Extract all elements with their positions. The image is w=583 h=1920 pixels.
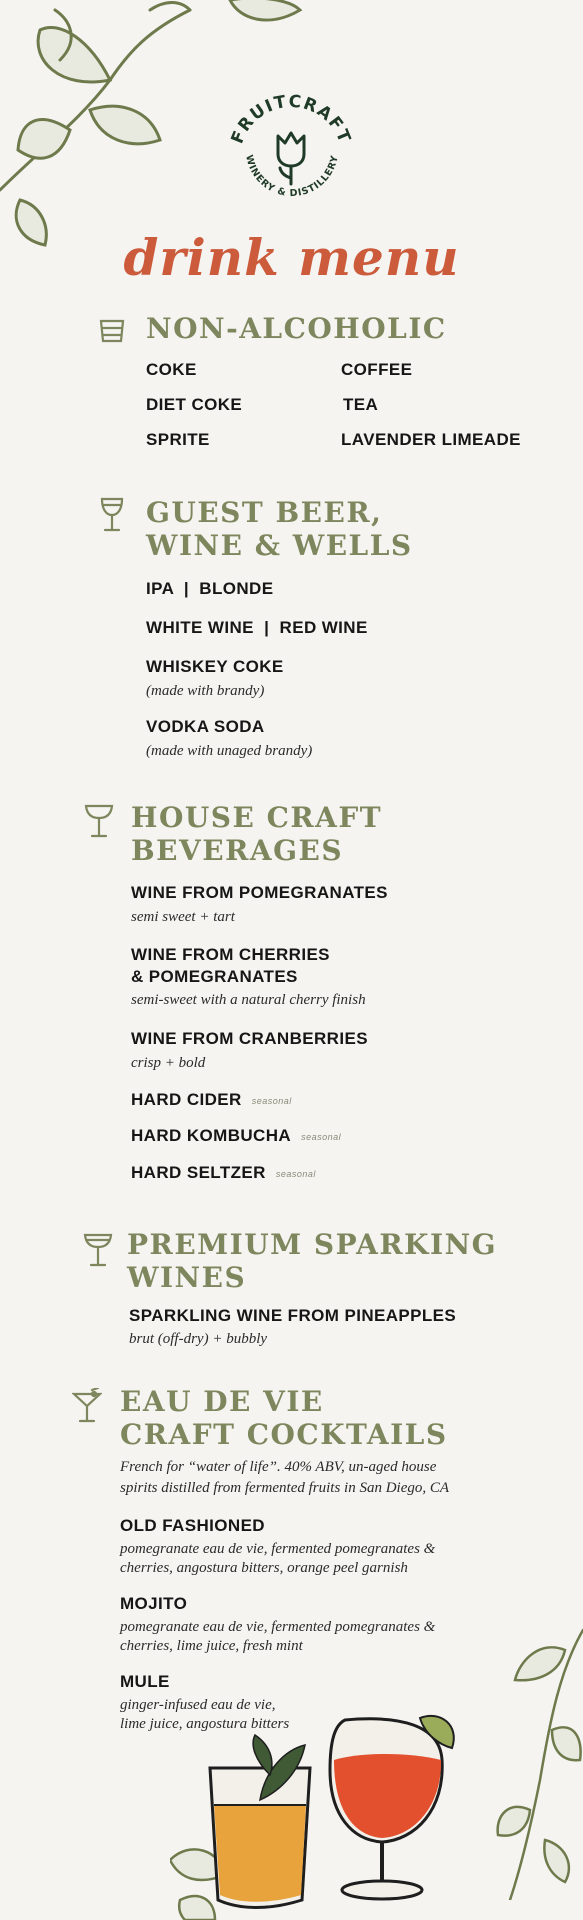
section-title-house-line2: BEVERAGES [131, 834, 344, 867]
list-item: SPRITE [146, 430, 210, 449]
list-item: WHITE WINE | RED WINE [146, 618, 368, 637]
list-item: IPA | BLONDE [146, 579, 274, 598]
item-description: semi sweet + tart [131, 909, 235, 925]
coupe-glass-icon [84, 803, 114, 839]
seasonal-tag: seasonal [301, 1131, 342, 1142]
list-item: SPARKLING WINE FROM PINEAPPLES [129, 1306, 457, 1325]
item-name: HARD KOMBUCHA [131, 1126, 292, 1145]
item-description: (made with brandy) [146, 683, 265, 699]
item-description: crisp + bold [131, 1055, 206, 1071]
cocktail-illustration [170, 1690, 490, 1920]
list-item: COFFEE [341, 360, 413, 379]
list-item: WINE FROM POMEGRANATES [131, 883, 388, 902]
list-item [131, 1162, 316, 1185]
list-item: TEA [343, 395, 379, 414]
item-description: semi-sweet with a natural cherry finish [131, 992, 366, 1008]
svg-text:FRUITCRAFT: FRUITCRAFT [227, 91, 355, 147]
list-item [131, 1089, 292, 1112]
section-title-sparkling-line2: WINES [127, 1261, 247, 1294]
svg-text:WINERY & DISTILLERY: WINERY & DISTILLERY [243, 153, 341, 200]
list-item: MOJITO [120, 1594, 188, 1613]
section-title-cocktails-line1: EAU DE VIE [120, 1385, 324, 1418]
list-item: WHISKEY COKE [146, 657, 284, 676]
item-description: (made with unaged brandy) [146, 743, 313, 759]
section-title-cocktails-line2: CRAFT COCKTAILS [120, 1418, 448, 1451]
item-description: lime juice, angostura bitters [120, 1716, 290, 1732]
list-item [131, 1125, 341, 1148]
seasonal-tag: seasonal [275, 1168, 316, 1179]
item-description: ginger-infused eau de vie, [120, 1697, 276, 1713]
sparkling-glass-icon [83, 1232, 113, 1268]
seasonal-tag: seasonal [251, 1095, 292, 1106]
section-title-non-alcoholic: NON-ALCOHOLIC [146, 312, 447, 345]
intro-text: French for “water of life”. 40% ABV, un-aged house [120, 1459, 437, 1475]
section-title-house-line1: HOUSE CRAFT [131, 801, 383, 834]
martini-glass-icon [72, 1388, 102, 1424]
list-item: VODKA SODA [146, 717, 265, 736]
item-description: brut (off-dry) + bubbly [129, 1331, 268, 1347]
list-item: & POMEGRANATES [131, 967, 298, 986]
item-name: HARD CIDER [131, 1090, 242, 1109]
section-title-guest-line2: WINE & WELLS [146, 529, 413, 562]
brand-logo [226, 88, 356, 210]
list-item: MULE [120, 1672, 170, 1691]
list-item: LAVENDER LIMEADE [341, 430, 521, 449]
list-item: WINE FROM CRANBERRIES [131, 1029, 368, 1048]
menu-title: drink menu [123, 228, 460, 287]
item-description: pomegranate eau de vie, fermented pomegranates & [120, 1541, 436, 1557]
item-name: HARD SELTZER [131, 1163, 266, 1182]
section-title-sparkling-line1: PREMIUM SPARKING [127, 1228, 498, 1261]
section-title-guest-line1: GUEST BEER, [146, 496, 383, 529]
item-description: pomegranate eau de vie, fermented pomegranates & [120, 1619, 436, 1635]
list-item: COKE [146, 360, 197, 379]
intro-text: spirits distilled from fermented fruits in San Diego, CA [120, 1480, 450, 1496]
list-item: OLD FASHIONED [120, 1516, 265, 1535]
item-description: cherries, lime juice, fresh mint [120, 1638, 303, 1654]
item-description: cherries, angostura bitters, orange peel garnish [120, 1560, 408, 1576]
list-item: WINE FROM CHERRIES [131, 945, 330, 964]
tumbler-glass-icon [98, 318, 126, 344]
list-item: DIET COKE [146, 395, 243, 414]
wine-glass-icon [98, 497, 126, 533]
